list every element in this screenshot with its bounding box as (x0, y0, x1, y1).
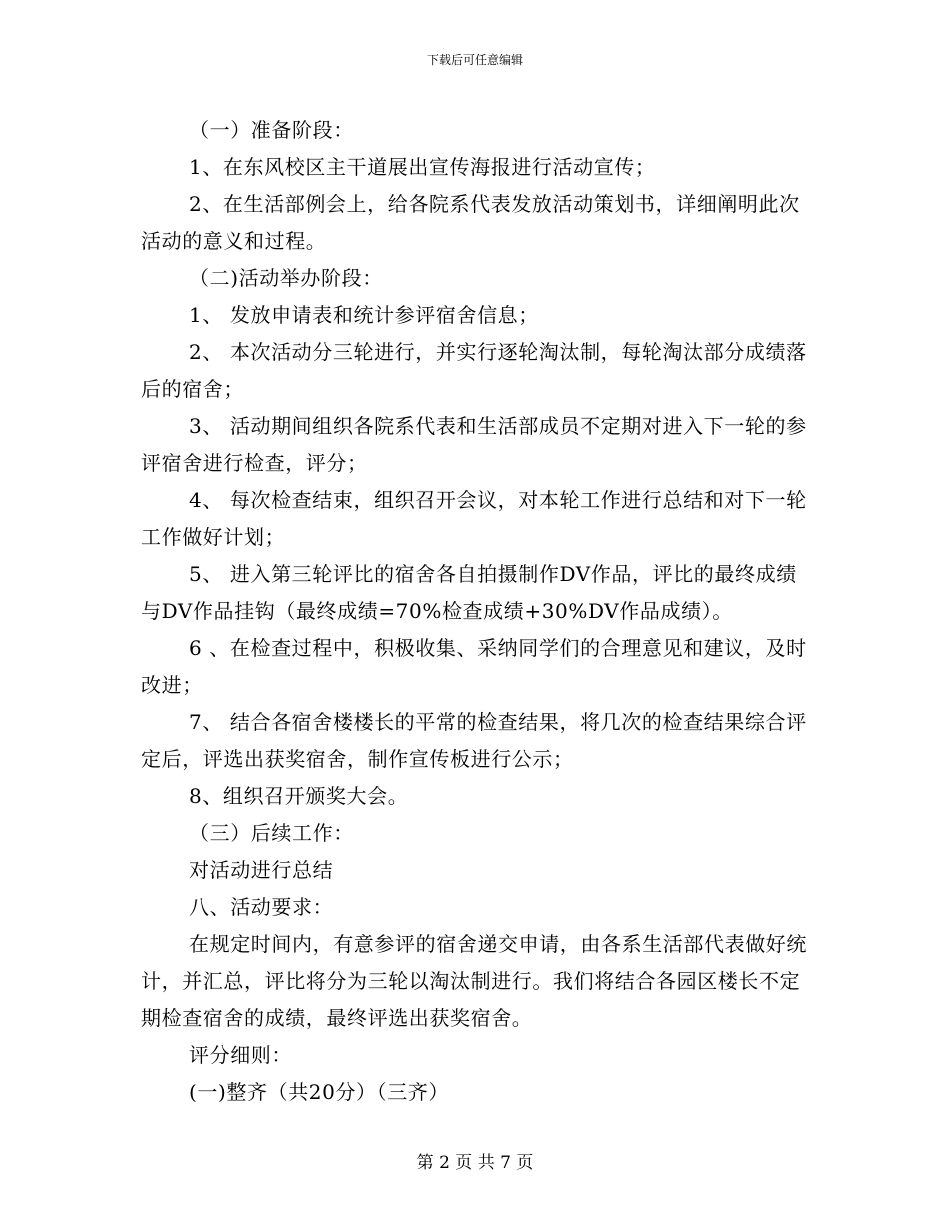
section-heading-execution: （二)活动举办阶段： (189, 266, 383, 290)
section-heading-requirements: 八、活动要求： (189, 895, 334, 919)
list-item: 8、组织召开颁奖大会。 (189, 784, 409, 808)
document-body (141, 112, 813, 1111)
list-item: 4、 每次检查结束，组织召开会议，对本轮工作进行总结和对下一轮工作做好计划； (141, 488, 807, 549)
page-header-note: 下载后可任意编辑 (426, 53, 523, 67)
scoring-item-tidiness: (一)整齐（共20分）（三齐） (189, 1080, 450, 1104)
list-item: 2、 本次活动分三轮进行，并实行逐轮淘汰制，每轮淘汰部分成绩落后的宿舍； (141, 340, 807, 401)
section-heading-scoring: 评分细则： (189, 1043, 292, 1067)
paragraph: 在规定时间内，有意参评的宿舍递交申请，由各系生活部代表做好统计，并汇总，评比将分为三轮以淘汰制进行。我们将结合各园区楼长不定期检查宿舍的成绩，最终评选出获奖宿舍。 (141, 932, 807, 1030)
section-heading-preparation: （一）准备阶段： (189, 118, 354, 142)
list-item: 6 、在检查过程中，积极收集、采纳同学们的合理意见和建议，及时改进； (141, 636, 807, 697)
list-item: 7、 结合各宿舍楼楼长的平常的检查结果，将几次的检查结果综合评定后，评选出获奖宿舍，制作宣传板进行公示； (141, 710, 807, 771)
list-item: 1、在东风校区主干道展出宣传海报进行活动宣传； (189, 155, 656, 179)
list-item: 2、在生活部例会上，给各院系代表发放活动策划书，详细阐明此次活动的意义和过程。 (141, 192, 800, 253)
paragraph: 对活动进行总结 (189, 858, 334, 882)
list-item: 5、 进入第三轮评比的宿舍各自拍摄制作DV作品，评比的最终成绩与DV作品挂钩（最终成绩=70%检查成绩+30%DV作品成绩）。 (141, 562, 797, 623)
section-heading-followup: （三）后续工作： (189, 821, 354, 845)
page-number: 第 2 页 共 7 页 (416, 1153, 534, 1173)
list-item: 3、 活动期间组织各院系代表和生活部成员不定期对进入下一轮的参评宿舍进行检查，评分； (141, 414, 807, 475)
list-item: 1、 发放申请表和统计参评宿舍信息； (189, 303, 539, 327)
